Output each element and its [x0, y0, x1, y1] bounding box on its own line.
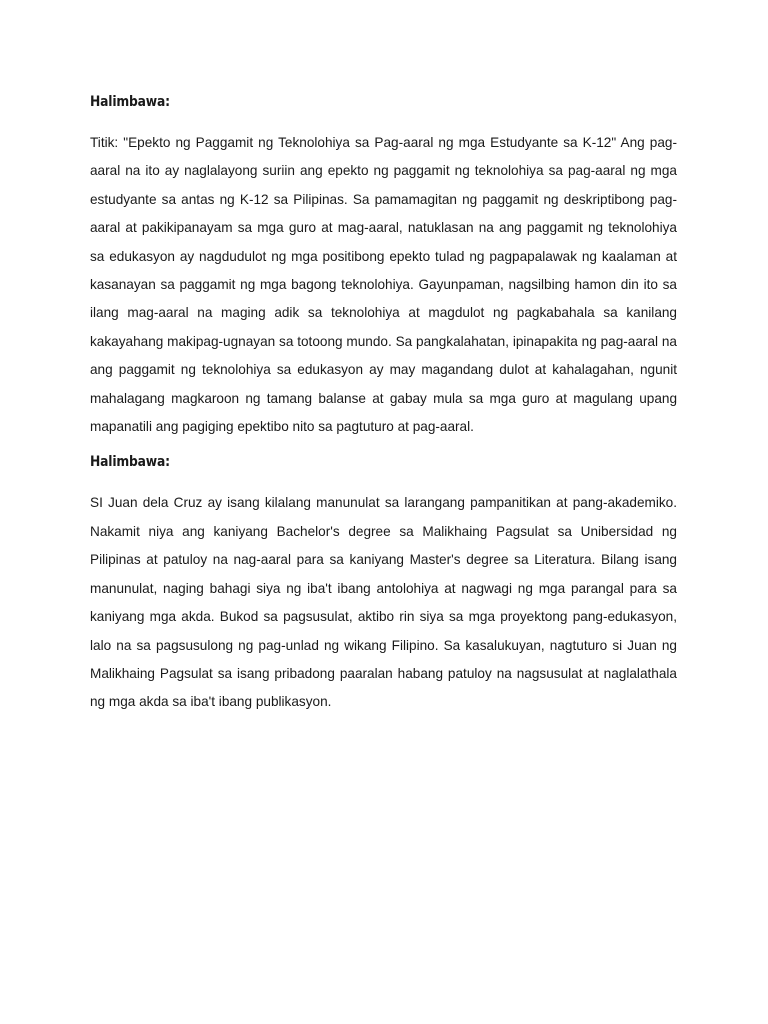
section-paragraph: Titik: "Epekto ng Paggamit ng Teknolohiya sa Pag-aaral ng mga Estudyante sa K-12" Ang pag-aaral na ito ay naglalayong suriin ang epekto ng paggamit ng teknolohiya sa pag-aaral ng mga estudyante sa antas ng K-12 sa Pilipinas. Sa pamamagitan ng paggamit ng deskriptibong pag-aaral at pakikipanayam sa mga guro at mag-aaral, natuklasan na ang paggamit ng teknolohiya sa edukasyon ay nagdudulot ng mga positibong epekto tulad ng pagpapalawak ng kaalaman at kasanayan sa paggamit ng mga bagong teknolohiya. Gayunpaman, nagsilbing hamon din ito sa ilang mag-aaral na maging adik sa teknolohiya at magdulot ng pagkabahala sa kanilang kakayahang makipag-ugnayan sa totoong mundo. Sa pangkalahatan, ipinapakita ng pag-aaral na ang paggamit ng teknolohiya sa edukasyon ay may magandang dulot at kahalagahan, ngunit mahalagang magkaroon ng tamang balanse at gabay mula sa mga guro at magulang upang mapanatili ang pagiging epektibo nito sa pagtuturo at pag-aaral. [90, 135, 677, 435]
section-heading: Halimbawa: [90, 94, 170, 110]
document-page [90, 88, 677, 717]
section-heading: Halimbawa: [90, 454, 170, 471]
section-paragraph: SI Juan dela Cruz ay isang kilalang manunulat sa larangang pampanitikan at pang-akademiko. Nakamit niya ang kaniyang Bachelor's degree sa Malikhaing Pagsulat sa Unibersidad ng Pilipinas at patuloy na nag-aaral para sa kaniyang Master's degree sa Literatura. Bilang isang manunulat, naging bahagi siya ng iba't ibang antolohiya at nagwagi ng mga parangal para sa kaniyang mga akda. Bukod sa pagsusulat, aktibo rin siya sa mga proyektong pang-edukasyon, lalo na sa pagsusulong ng pag-unlad ng wikang Filipino. Sa kasalukuyan, nagtuturo si Juan ng Malikhaing Pagsulat sa isang pribadong paaralan habang patuloy na nagsusulat at naglalathala ng mga akda sa iba't ibang publikasyon. [90, 495, 677, 710]
